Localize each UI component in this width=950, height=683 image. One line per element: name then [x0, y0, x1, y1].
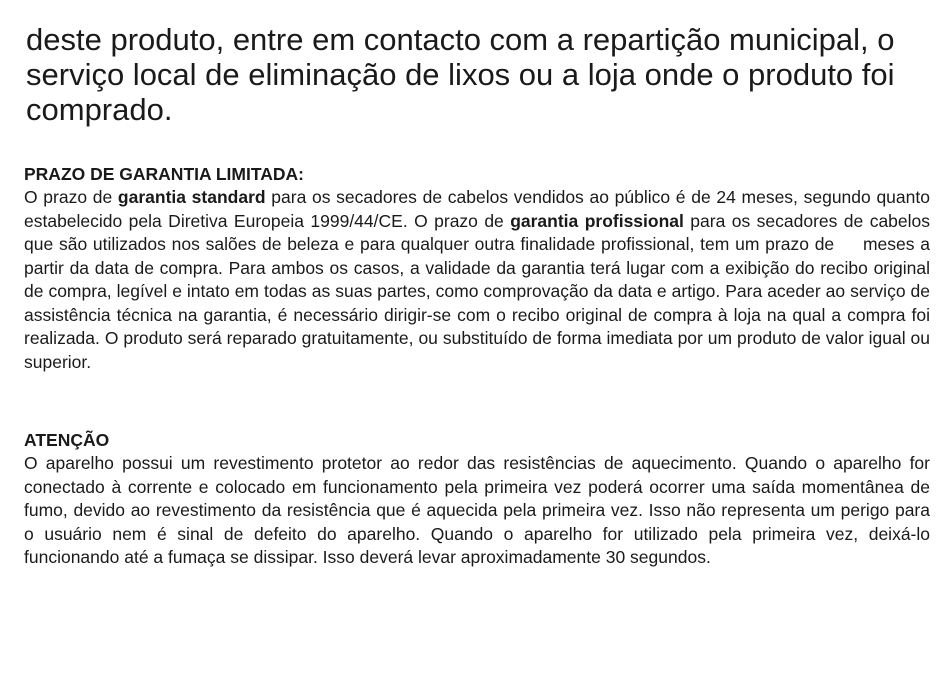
warranty-text-2: para os secadores de cabelos vendidos ao público é de 24 meses, segundo quanto estabelecido pela Diretiva Europeia 1999/44/CE. O prazo de — [24, 187, 930, 231]
warranty-heading: PRAZO DE GARANTIA LIMITADA: — [24, 164, 304, 184]
warning-paragraph: O aparelho possui um revestimento protetor ao redor das resistências de aquecimento. Quando o aparelho for conectado à corrente e colocado em funcionamento pela primeira vez poderá ocorrer uma saída momentânea de fumo, devido ao revestimento da resistência que é aquecida pela primeira vez. Isso não representa um perigo para o usuário nem é sinal de defeito do aparelho. Quando o aparelho for utilizado pela primeira vez, deixá-lo funcionando até a fumaça se dissipar. Isso deverá levar aproximadamente 30 segundos. — [24, 453, 930, 567]
warranty-section — [24, 162, 930, 374]
warning-section — [24, 428, 930, 570]
warranty-professional-term: garantia profissional — [510, 210, 684, 231]
warranty-standard-term: garantia standard — [117, 187, 266, 207]
warranty-text-1: O prazo de — [24, 187, 118, 207]
warning-heading: ATENÇÃO — [24, 430, 110, 450]
warranty-paragraph — [24, 186, 930, 374]
intro-paragraph: deste produto, entre em contacto com a repartição municipal, o serviço local de eliminação de lixos ou a loja onde o produto foi comprado. — [26, 22, 895, 127]
warranty-text-3: para os secadores de cabelos que são utilizados nos salões de beleza e para qualquer outra finalidade profissional, tem um prazo de meses a partir da data de compra. Para ambos os casos, a validade da garantia terá lugar com a exibição do recibo original de compra, legível e intato em todas as suas partes, como comprovação da data e artigo. Para aceder ao serviço de assistência técnica na garantia, é necessário dirigir-se com o recibo original de compra à loja na qual a compra foi realizada. O produto será reparado gratuitamente, ou substituído de forma imediata por um produto de valor igual ou superior. — [24, 210, 931, 372]
